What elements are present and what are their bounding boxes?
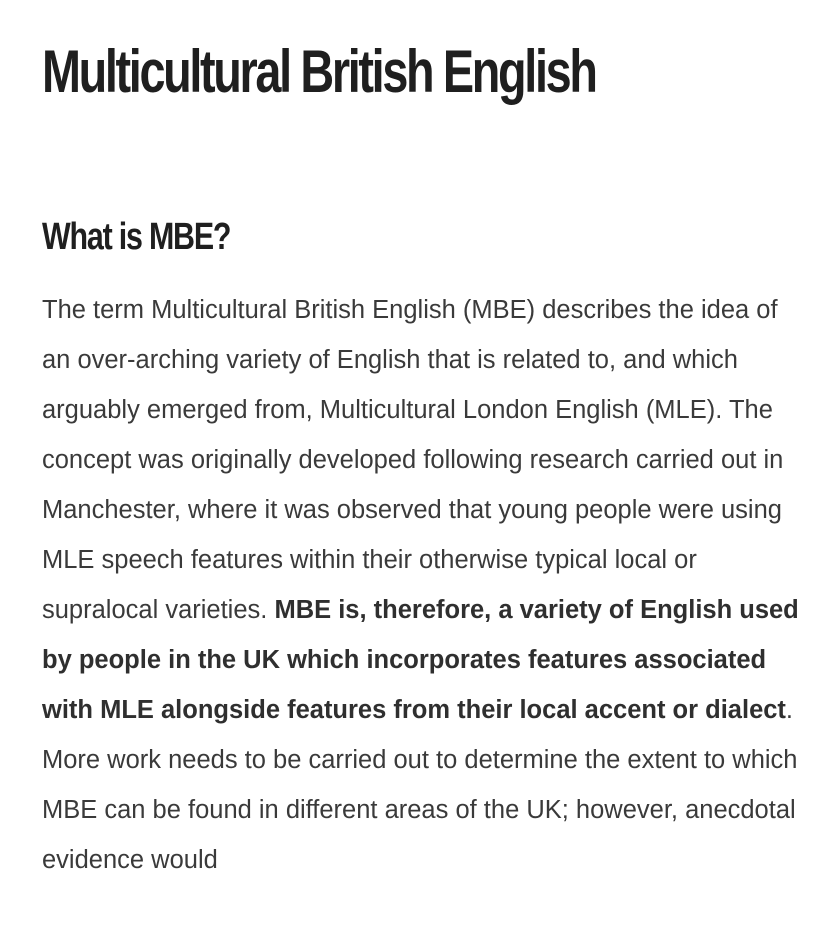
article-paragraph <box>42 285 802 885</box>
section-heading: What is MBE? <box>42 216 231 258</box>
paragraph-intro: The term Multicultural British English (MBE) describes the idea of an over-arching variety of English that is related to, and which arguably emerged from, Multicultural London English (MLE). The concept was originally developed following research carried out in Manchester, where it was observed that young people were using MLE speech features within their otherwise typical local or supralocal varieties. <box>42 296 784 624</box>
page-title: Multicultural British English <box>42 38 596 105</box>
paragraph-outro: . More work needs to be carried out to determine the extent to which MBE can be found in different areas of the UK; however, anecdotal evidence would <box>42 696 798 874</box>
paragraph-bold-definition: MBE is, therefore, a variety of English used by people in the UK which incorporates features associated with MLE alongside features from their local accent or dialect <box>42 596 799 724</box>
